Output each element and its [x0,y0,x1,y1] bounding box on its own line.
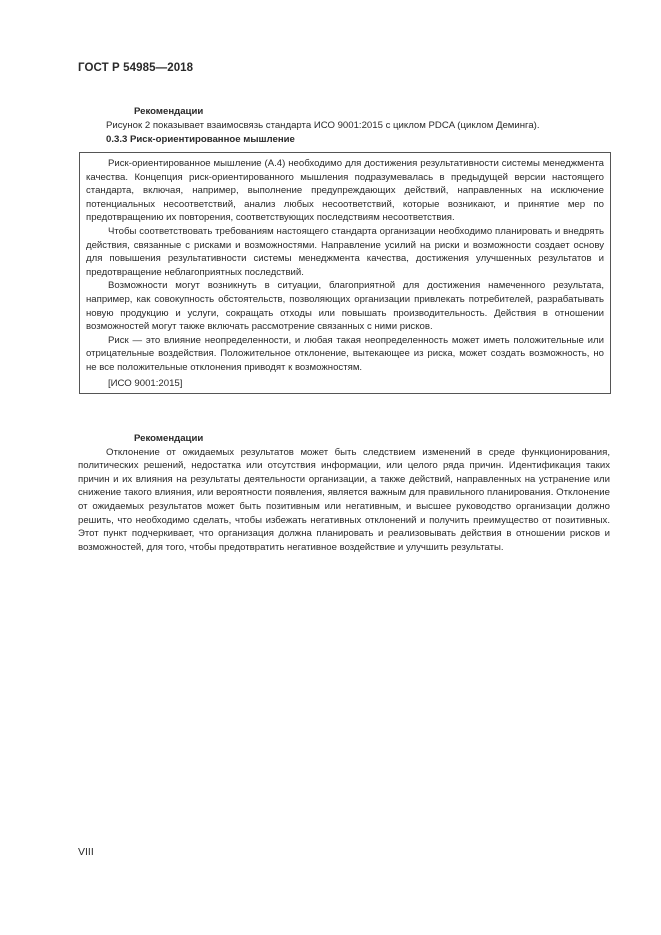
quote-paragraph: Риск-ориентированное мышление (А.4) необходимо для достижения результативности системы менеджмента качества. Концепция риск-ориентированного мышления подразумевалась в предыдущей версии настоящего стандарта, включая, например, выполнение предупреждающих действий, направленных на исключение потенциальных несоответствий, анализ любых несоответствий, которые возникают, и принятие мер по предотвращению их повторения, соответствующих последствиям несоответствия. [86,158,604,224]
recommendations-text: Отклонение от ожидаемых результатов может быть следствием изменений в среде функционирования, политических решений, недостатка или отсутствия информации, или целого ряда причин. Идентификация таких причин и их влияния на результаты деятельности организации, а также действий, направленных на устранение или снижение такого влияния, или вероятности появления, является важным для правильного планирования. Отклонение от ожидаемых результатов может быть позитивным или негативным, и высшее руководство организации должно решить, что необходимо сделать, чтобы избежать негативных отклонений и получить преимущество от позитивных. Этот пункт подчеркивает, что организация должна планировать и реализовывать действия в отношении рисков и возможностей, для того, чтобы предотвратить негативное воздействие и улучшить результаты. [78,446,610,553]
standard-quote-box [79,152,611,394]
quote-paragraph: Риск — это влияние неопределенности, и любая такая неопределенность может иметь положительные или отрицательные воздействия. Положительное отклонение, вытекающее из риска, может создать возможность, но не все положительные отклонения приводят к возможностям. [86,334,604,373]
recommendations-heading: Рекомендации [134,433,204,444]
document-header: ГОСТ Р 54985—2018 [78,62,194,74]
recommendations-block-1 [78,105,610,132]
recommendations-heading: Рекомендации [134,106,204,117]
quote-paragraph: Возможности могут возникнуть в ситуации, благоприятной для достижения намеченного результата, например, как совокупность обстоятельств, позволяющих организации привлекать потребителей, разрабатывать новую продукцию и услуги, сокращать отходы или повышать производительность. Действия в отношении возможностей могут также включать рассмотрение связанных с ними рисков. [86,280,604,333]
recommendations-text: Рисунок 2 показывает взаимосвязь стандарта ИСО 9001:2015 с циклом PDCA (циклом Деминга). [106,119,540,131]
section-title: 0.3.3 Риск-ориентированное мышление [106,134,295,145]
page-number: VIII [78,846,94,858]
recommendations-block-2 [78,432,610,554]
quote-paragraph: Чтобы соответствовать требованиям настоящего стандарта организации необходимо планировать и внедрять действия, связанные с рисками и возможностями. Направление усилий на риски и возможности создает основу для повышения результативности системы менеджмента качества, достижения улучшенных результатов и предотвращение неблагоприятных последствий. [86,225,604,278]
quote-reference: [ИСО 9001:2015] [108,377,183,389]
